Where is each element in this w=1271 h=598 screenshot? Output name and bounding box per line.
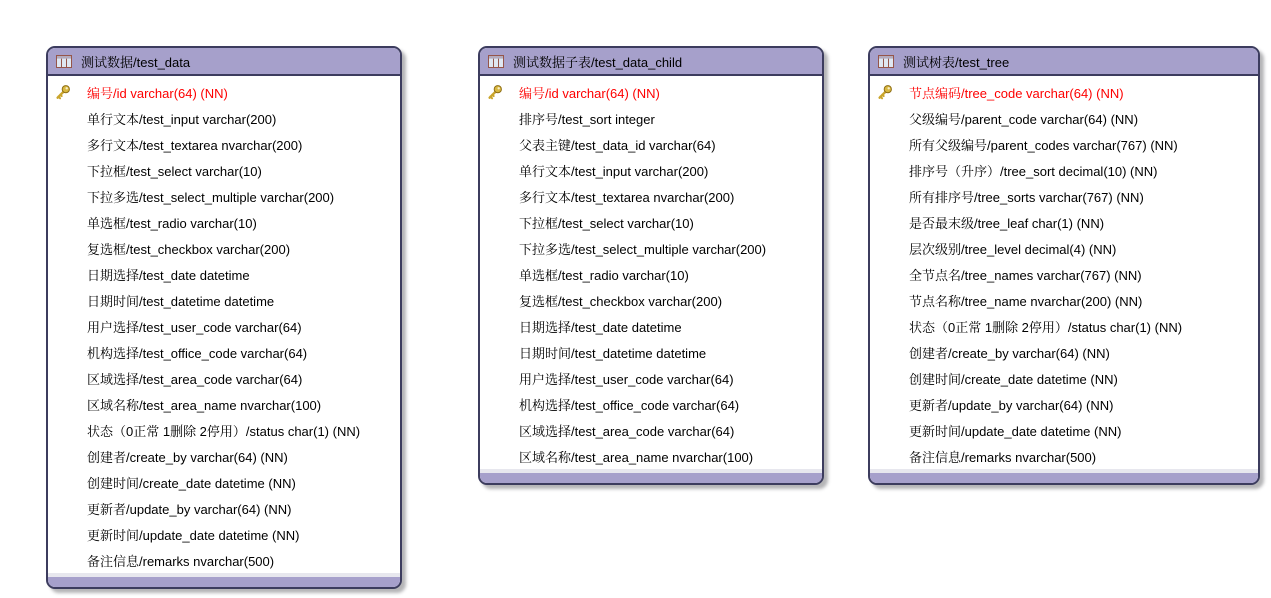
field-row[interactable] (48, 287, 400, 313)
entity-title: 测试数据子表/test_data_child (513, 54, 683, 70)
entity-fields (870, 76, 1258, 469)
field-label: 复选框/test_checkbox varchar(200) (87, 241, 291, 257)
field-label: 区域名称/test_area_name nvarchar(100) (519, 449, 754, 465)
field-row[interactable] (870, 261, 1258, 287)
field-row[interactable] (480, 391, 822, 417)
field-label: 状态（0正常 1删除 2停用）/status char(1) (NN) (909, 319, 1183, 335)
field-row[interactable] (480, 287, 822, 313)
field-label: 排序号（升序）/tree_sort decimal(10) (NN) (909, 163, 1158, 179)
field-label: 全节点名/tree_names varchar(767) (NN) (909, 267, 1142, 283)
field-row[interactable] (870, 313, 1258, 339)
field-label: 日期选择/test_date datetime (519, 319, 682, 335)
field-label: 单选框/test_radio varchar(10) (519, 267, 689, 283)
field-row[interactable] (480, 417, 822, 443)
field-label: 区域名称/test_area_name nvarchar(100) (87, 397, 322, 413)
entity-title: 测试数据/test_data (81, 54, 191, 70)
field-row[interactable] (870, 365, 1258, 391)
field-label: 下拉多选/test_select_multiple varchar(200) (519, 241, 767, 257)
field-label: 所有父级编号/parent_codes varchar(767) (NN) (909, 137, 1178, 153)
field-row[interactable] (48, 157, 400, 183)
field-label: 单选框/test_radio varchar(10) (87, 215, 257, 231)
entity-footer (480, 469, 822, 483)
field-row[interactable] (480, 365, 822, 391)
field-label: 下拉框/test_select varchar(10) (519, 215, 694, 231)
field-row[interactable] (48, 547, 400, 573)
field-label: 状态（0正常 1删除 2停用）/status char(1) (NN) (87, 423, 361, 439)
field-label: 父表主键/test_data_id varchar(64) (519, 137, 716, 153)
field-label: 机构选择/test_office_code varchar(64) (87, 345, 308, 361)
field-label: 更新者/update_by varchar(64) (NN) (909, 397, 1114, 413)
field-label: 复选框/test_checkbox varchar(200) (519, 293, 723, 309)
field-row[interactable] (48, 339, 400, 365)
field-row[interactable] (870, 391, 1258, 417)
table-icon (56, 55, 72, 68)
field-row[interactable] (480, 183, 822, 209)
field-row[interactable] (480, 443, 822, 469)
entity-title: 测试树表/test_tree (903, 54, 1010, 70)
field-row[interactable] (48, 521, 400, 547)
field-label: 创建者/create_by varchar(64) (NN) (909, 345, 1110, 361)
field-label: 下拉多选/test_select_multiple varchar(200) (87, 189, 335, 205)
field-label: 多行文本/test_textarea nvarchar(200) (87, 137, 303, 153)
field-label: 区域选择/test_area_code varchar(64) (87, 371, 303, 387)
field-label: 用户选择/test_user_code varchar(64) (87, 319, 302, 335)
field-label: 备注信息/remarks nvarchar(500) (87, 553, 275, 569)
field-row[interactable] (480, 261, 822, 287)
entity-header[interactable] (870, 48, 1258, 76)
entity-header[interactable] (48, 48, 400, 76)
field-label: 区域选择/test_area_code varchar(64) (519, 423, 735, 439)
field-label: 创建者/create_by varchar(64) (NN) (87, 449, 288, 465)
field-label: 单行文本/test_input varchar(200) (87, 111, 277, 127)
field-row[interactable] (480, 105, 822, 131)
field-row[interactable] (870, 131, 1258, 157)
entity-fields (48, 76, 400, 573)
field-row[interactable] (48, 469, 400, 495)
field-label: 日期选择/test_date datetime (87, 267, 250, 283)
field-label: 下拉框/test_select varchar(10) (87, 163, 262, 179)
primary-key-icon (486, 84, 506, 101)
field-row[interactable] (48, 365, 400, 391)
field-label: 单行文本/test_input varchar(200) (519, 163, 709, 179)
entity-footer (870, 469, 1258, 483)
field-label: 备注信息/remarks nvarchar(500) (909, 449, 1097, 465)
field-label: 父级编号/parent_code varchar(64) (NN) (909, 111, 1139, 127)
field-row[interactable] (870, 157, 1258, 183)
field-label: 多行文本/test_textarea nvarchar(200) (519, 189, 735, 205)
field-row[interactable] (870, 443, 1258, 469)
field-row-primary-key[interactable] (48, 79, 400, 105)
field-row[interactable] (870, 183, 1258, 209)
field-row[interactable] (48, 313, 400, 339)
entity-test_data_child[interactable] (478, 46, 824, 485)
field-row[interactable] (48, 261, 400, 287)
entity-header[interactable] (480, 48, 822, 76)
field-row[interactable] (480, 131, 822, 157)
entity-footer (48, 573, 400, 587)
field-label: 是否最末级/tree_leaf char(1) (NN) (909, 215, 1105, 231)
field-row[interactable] (48, 391, 400, 417)
field-row[interactable] (48, 105, 400, 131)
field-label: 机构选择/test_office_code varchar(64) (519, 397, 740, 413)
field-row[interactable] (870, 209, 1258, 235)
field-row[interactable] (870, 339, 1258, 365)
entity-test_data[interactable] (46, 46, 402, 589)
field-label: 日期时间/test_datetime datetime (519, 345, 707, 361)
field-row[interactable] (48, 235, 400, 261)
field-row[interactable] (870, 287, 1258, 313)
field-label: 更新者/update_by varchar(64) (NN) (87, 501, 292, 517)
table-icon (878, 55, 894, 68)
field-label: 所有排序号/tree_sorts varchar(767) (NN) (909, 189, 1144, 205)
field-label: 更新时间/update_date datetime (NN) (909, 423, 1122, 439)
field-label: 排序号/test_sort integer (519, 111, 655, 127)
field-row-primary-key[interactable] (870, 79, 1258, 105)
field-label: 层次级别/tree_level decimal(4) (NN) (909, 241, 1117, 257)
field-label: 编号/id varchar(64) (NN) (87, 85, 228, 101)
field-row[interactable] (48, 131, 400, 157)
field-row[interactable] (48, 183, 400, 209)
field-row[interactable] (480, 157, 822, 183)
field-row[interactable] (870, 105, 1258, 131)
primary-key-icon (54, 84, 74, 101)
field-row[interactable] (480, 235, 822, 261)
entity-test_tree[interactable] (868, 46, 1260, 485)
field-row[interactable] (48, 495, 400, 521)
field-row[interactable] (870, 417, 1258, 443)
field-row-primary-key[interactable] (480, 79, 822, 105)
field-row[interactable] (480, 209, 822, 235)
field-label: 节点名称/tree_name nvarchar(200) (NN) (909, 293, 1143, 309)
entity-fields (480, 76, 822, 469)
field-row[interactable] (48, 417, 400, 443)
field-row[interactable] (480, 339, 822, 365)
field-row[interactable] (48, 443, 400, 469)
table-icon (488, 55, 504, 68)
field-label: 编号/id varchar(64) (NN) (519, 85, 660, 101)
field-label: 更新时间/update_date datetime (NN) (87, 527, 300, 543)
field-label: 用户选择/test_user_code varchar(64) (519, 371, 734, 387)
field-label: 节点编码/tree_code varchar(64) (NN) (909, 85, 1124, 101)
field-row[interactable] (870, 235, 1258, 261)
field-row[interactable] (48, 209, 400, 235)
field-label: 创建时间/create_date datetime (NN) (909, 371, 1118, 387)
field-row[interactable] (480, 313, 822, 339)
field-label: 日期时间/test_datetime datetime (87, 293, 275, 309)
field-label: 创建时间/create_date datetime (NN) (87, 475, 296, 491)
primary-key-icon (876, 84, 896, 101)
